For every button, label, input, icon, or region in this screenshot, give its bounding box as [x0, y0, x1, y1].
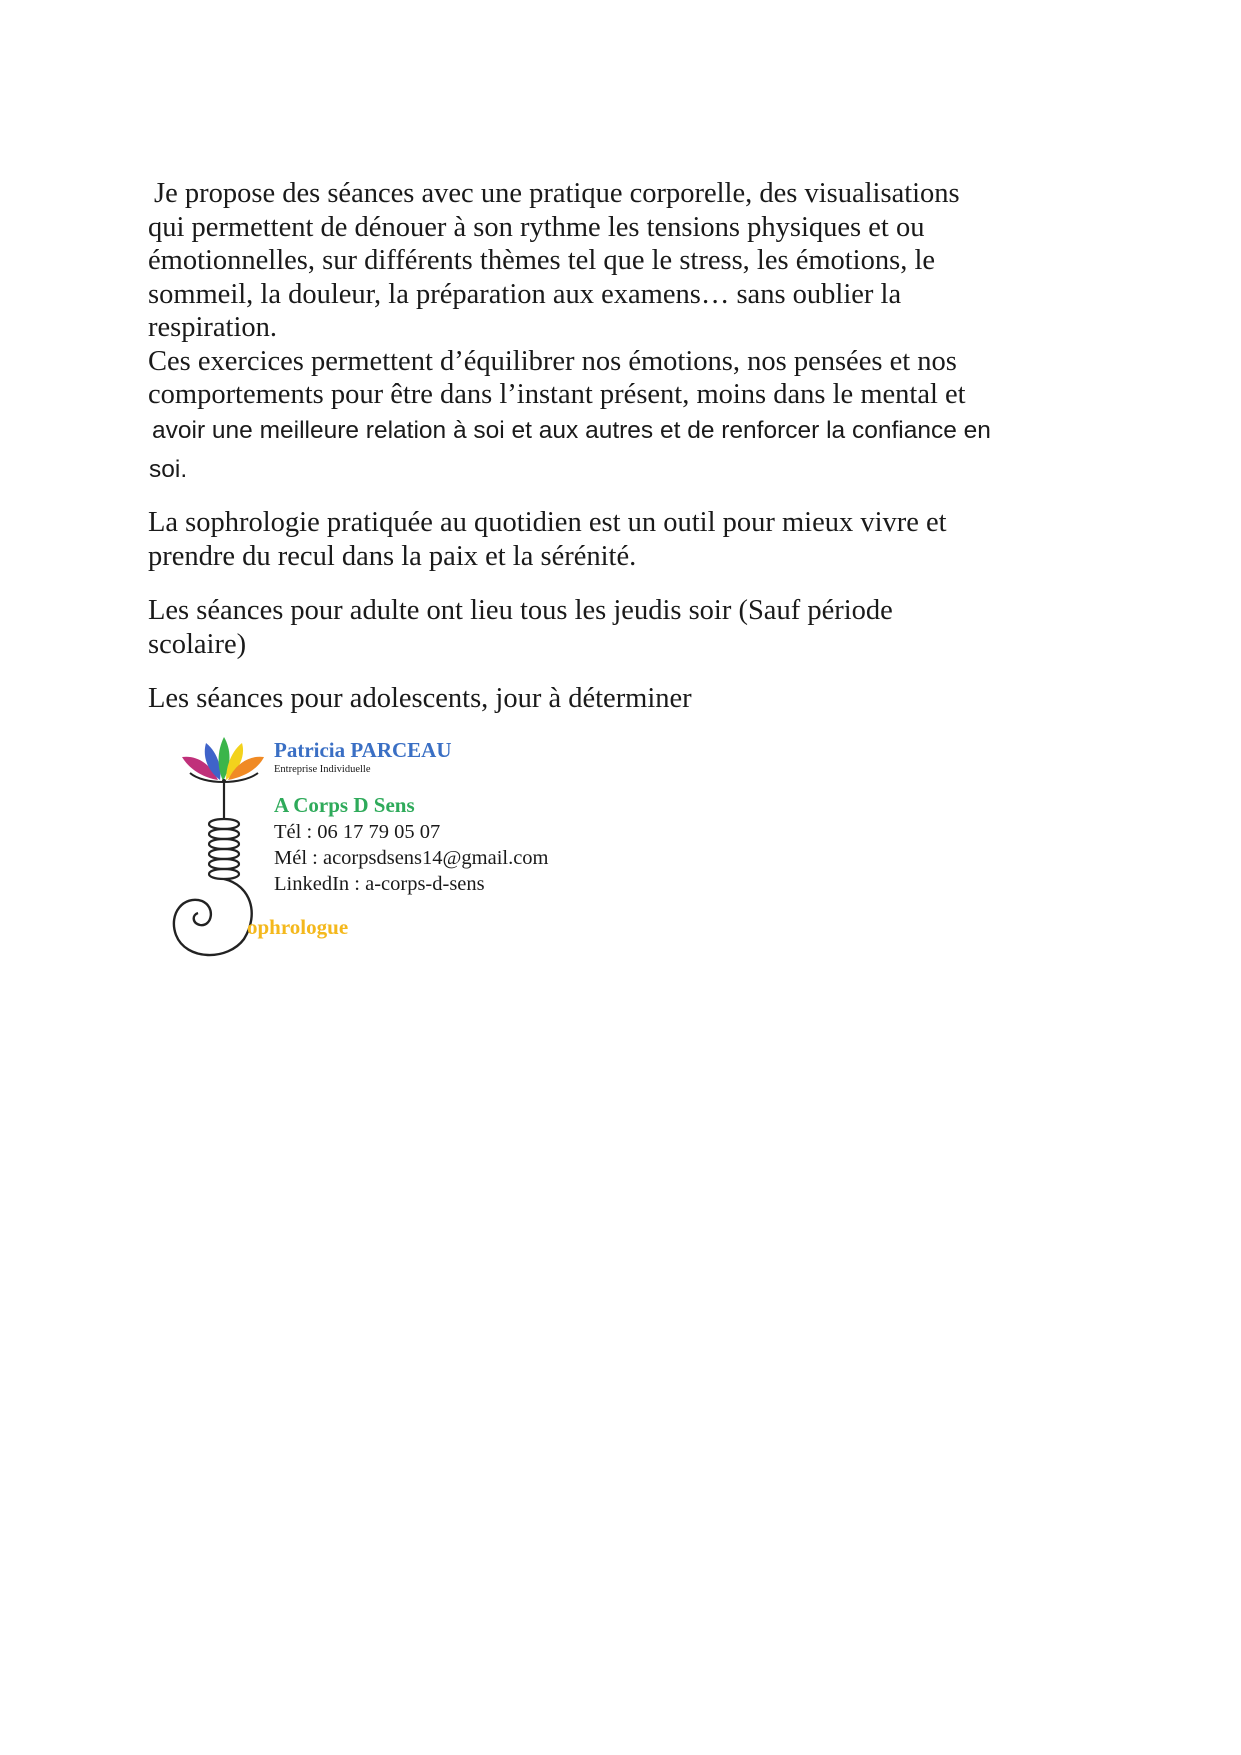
- text-line: Je propose des séances avec une pratique corporelle, des visualisations: [154, 178, 960, 209]
- signature-company: A Corps D Sens: [274, 793, 415, 817]
- text-line: Les séances pour adulte ont lieu tous les jeudis soir (Sauf période: [148, 595, 893, 626]
- signature-subtitle: Entreprise Individuelle: [274, 764, 371, 775]
- paragraph-teen-sessions: [148, 682, 1098, 716]
- text-line: avoir une meilleure relation à soi et aux autres et de renforcer la confiance en: [152, 417, 991, 444]
- intro-paragraph: [148, 177, 1098, 412]
- signature-name: Patricia PARCEAU: [274, 738, 452, 762]
- text-line: Les séances pour adolescents, jour à déterminer: [148, 683, 692, 714]
- text-line: émotionnelles, sur différents thèmes tel que le stress, les émotions, le: [148, 245, 936, 276]
- text-line: scolaire): [148, 628, 247, 660]
- signature-phone: Tél : 06 17 79 05 07: [274, 821, 441, 843]
- paragraph-adult-sessions: [148, 594, 1098, 661]
- email-signature: [170, 735, 630, 965]
- text-line: soi.: [149, 456, 188, 483]
- signature-role: ophrologue: [247, 915, 349, 939]
- signature-linkedin[interactable]: LinkedIn : a-corps-d-sens: [274, 873, 485, 895]
- text-line: qui permettent de dénouer à son rythme les tensions physiques et ou: [148, 211, 925, 243]
- paragraph-sophrology: [148, 506, 1098, 573]
- signature-email[interactable]: Mél : acorpsdsens14@gmail.com: [274, 847, 549, 869]
- text-line: sommeil, la douleur, la préparation aux examens… sans oublier la: [148, 278, 902, 310]
- intro-paragraph-continued: [149, 411, 991, 489]
- text-line: Ces exercices permettent d’équilibrer nos émotions, nos pensées et nos: [148, 345, 957, 377]
- text-line: comportements pour être dans l’instant présent, moins dans le mental et: [148, 379, 966, 410]
- text-line: respiration.: [148, 312, 278, 343]
- text-line: prendre du recul dans la paix et la sérénité.: [148, 540, 637, 572]
- text-line: La sophrologie pratiquée au quotidien est un outil pour mieux vivre et: [148, 507, 947, 538]
- signature-details: [274, 737, 549, 897]
